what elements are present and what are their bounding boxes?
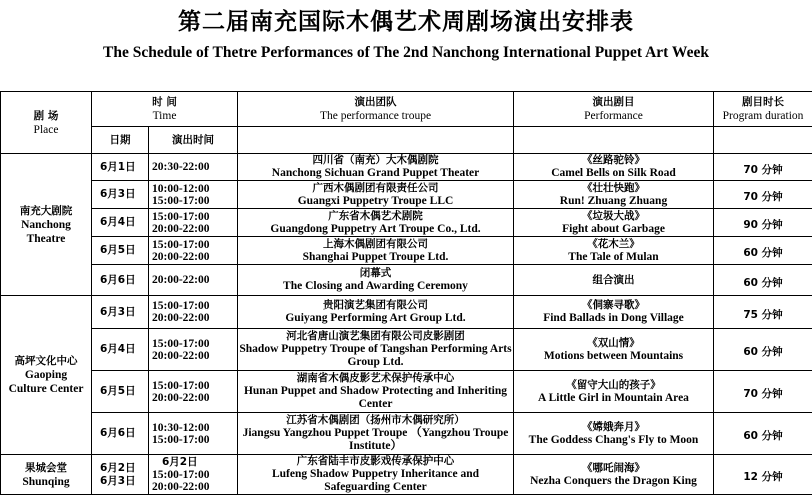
cell-text: 6月1日 (100, 160, 136, 173)
table-cell (149, 181, 238, 209)
cell-text: 6月6日 (100, 273, 136, 286)
cell-text: 《侗寨寻歌》 (582, 299, 645, 311)
table-cell (514, 237, 714, 265)
table-cell (149, 209, 238, 237)
cell-text: The Closing and Awarding Ceremony (283, 280, 468, 292)
table-cell (238, 209, 514, 237)
table-cell (149, 296, 238, 329)
table-cell (238, 265, 514, 296)
cell-text: 15:00-17:00 (152, 210, 210, 223)
row-time (149, 154, 238, 181)
cell-text: 剧 场 (33, 109, 59, 122)
cell-text: 《壮壮快跑》 (582, 181, 645, 194)
cell-text: 果城会堂 (25, 461, 67, 474)
cell-text: Guiyang Performing Art Group Ltd. (285, 312, 466, 324)
cell-text: 60 分钟 (743, 247, 783, 259)
table-cell (92, 265, 149, 296)
cell-text: 10:30-12:00 (152, 421, 210, 434)
cell-text: The performance troupe (319, 110, 432, 122)
table-cell (238, 296, 514, 329)
cell-text: Guangxi Puppetry Troupe LLC (297, 194, 454, 207)
cell-text: Shanghai Puppet Troupe Ltd. (302, 250, 449, 263)
cell-text: 15:00-17:00 (152, 238, 210, 251)
cell-text: 上海木偶剧团有限公司 (323, 237, 428, 250)
cell-text: 《哪吒闹海》 (582, 461, 645, 474)
table-cell (714, 329, 812, 371)
subheader-row (1, 127, 812, 154)
cell-text: The Goddess Chang's Fly to Moon (528, 433, 699, 446)
cell-text: 闭幕式 (359, 267, 392, 279)
table-cell (238, 455, 514, 495)
cell-text: 日期 (109, 134, 131, 146)
table-row (1, 413, 812, 455)
row-troupe (238, 154, 514, 181)
cell-text: 6月3日 (100, 305, 136, 318)
table-row (1, 181, 812, 209)
cell-text: 《嫦娥奔月》 (582, 420, 645, 433)
table-cell (92, 455, 149, 495)
cell-text: 组合演出 (592, 273, 635, 286)
table-cell (92, 181, 149, 209)
table-cell (514, 413, 714, 455)
table-cell (149, 265, 238, 296)
header-time (92, 92, 238, 127)
cell-text: 演出剧目 (592, 96, 635, 108)
cell-text: 演出时间 (172, 134, 214, 146)
table-cell (514, 329, 714, 371)
cell-text: Time (152, 110, 177, 122)
cell-text: 四川省（南充）大木偶剧院 (312, 154, 439, 166)
table-cell (514, 127, 714, 154)
cell-text: A Little Girl in Mountain Area (538, 391, 689, 404)
table-cell (714, 371, 812, 413)
venue-shunqing (1, 455, 92, 495)
cell-text: 60 分钟 (743, 276, 783, 289)
cell-text: 6月2日 (100, 461, 136, 474)
cell-text: 12 分钟 (743, 471, 783, 483)
cell-text: Program duration (722, 110, 804, 122)
cell-text: 10:00-12:00 (152, 182, 210, 195)
cell-text: 时 间 (152, 96, 177, 108)
cell-text: 90 分钟 (743, 219, 783, 231)
venue-gaoping-culture-center (1, 296, 92, 455)
cell-text: 70 分钟 (743, 163, 783, 176)
cell-text: Jiangsu Yangzhou Puppet Troupe （Yangzhou Troupe Institute） (242, 427, 509, 452)
cell-text: 15:00-17:00 (152, 300, 210, 312)
table-cell (92, 329, 149, 371)
cell-text: 6月2日 (162, 456, 198, 468)
page-title: 第二届南充国际木偶艺术周剧场演出安排表 (178, 9, 634, 35)
table-cell (92, 237, 149, 265)
cell-text: 60 分钟 (743, 346, 783, 358)
cell-text: 广西木偶剧团有限责任公司 (312, 181, 439, 194)
cell-text: Nanchong (21, 218, 71, 231)
cell-text: 6月4日 (100, 343, 136, 355)
row-duration (714, 154, 812, 181)
cell-text: Run! Zhuang Zhuang (559, 194, 668, 207)
cell-text: Find Ballads in Dong Village (543, 312, 684, 324)
schedule-table (0, 91, 812, 495)
table-row (1, 329, 812, 371)
header-date (92, 127, 149, 154)
cell-text: 20:00-22:00 (152, 250, 210, 263)
cell-text: 《垃圾大战》 (582, 209, 645, 222)
table-row (1, 371, 812, 413)
cell-text: Culture Center (8, 383, 84, 395)
cell-text: 70 分钟 (743, 388, 783, 400)
cell-text: Hunan Puppet and Shadow Protecting and Inheriting Center (243, 385, 508, 410)
cell-text: Performance (584, 110, 643, 122)
table-cell (238, 329, 514, 371)
cell-text: 75 分钟 (743, 308, 783, 321)
table-cell (514, 371, 714, 413)
cell-text: Gaoping (24, 369, 68, 381)
table-cell (514, 181, 714, 209)
header-showtime (149, 127, 238, 154)
cell-text: Fight about Garbage (562, 222, 665, 235)
table-cell (514, 455, 714, 495)
table-cell (714, 127, 812, 154)
cell-text: 15:00-17:00 (152, 337, 210, 350)
cell-text: Place (33, 123, 59, 136)
table-cell (149, 371, 238, 413)
cell-text: 广东省陆丰市皮影戏传承保护中心 (296, 455, 455, 467)
cell-text: 《花木兰》 (587, 237, 640, 250)
table-row (1, 296, 812, 329)
table-cell (92, 413, 149, 455)
venue-nanchong-theatre (1, 154, 92, 296)
table-cell (514, 209, 714, 237)
table-cell (238, 181, 514, 209)
table-cell (92, 296, 149, 329)
cell-text: 贵阳演艺集团有限公司 (323, 299, 428, 311)
row-date (92, 154, 149, 181)
cell-text: 广东省木偶艺术剧院 (328, 209, 423, 222)
cell-text: Camel Bells on Silk Road (551, 167, 676, 179)
header-duration (714, 92, 812, 127)
cell-text: 6月5日 (100, 385, 136, 397)
table-row (1, 237, 812, 265)
cell-text: 20:00-22:00 (152, 274, 210, 286)
cell-text: 6月4日 (100, 216, 136, 228)
cell-text: Nanchong Sichuan Grand Puppet Theater (271, 167, 480, 179)
table-cell (714, 265, 812, 296)
table-row (1, 455, 812, 495)
cell-text: Motions between Mountains (543, 349, 684, 362)
cell-text: 15:00-17:00 (152, 194, 210, 207)
table-cell (238, 413, 514, 455)
cell-text: 6月5日 (100, 244, 136, 256)
header-row (1, 92, 812, 127)
cell-text: 《丝路驼铃》 (582, 154, 645, 166)
cell-text: 20:00-22:00 (152, 349, 210, 362)
table-cell (714, 237, 812, 265)
cell-text: Shadow Puppetry Troupe of Tangshan Performing Arts Group Ltd. (239, 343, 512, 368)
cell-text: 6月3日 (100, 474, 136, 487)
cell-text: 《双山情》 (587, 336, 640, 349)
table-cell (238, 237, 514, 265)
cell-text: 15:00-17:00 (152, 433, 210, 446)
header-performance (514, 92, 714, 127)
cell-text: 高坪文化中心 (14, 355, 78, 367)
cell-text: 湖南省木偶皮影艺术保护传承中心 (296, 372, 455, 384)
table-cell (92, 209, 149, 237)
table-cell (149, 455, 238, 495)
cell-text: 70 分钟 (743, 191, 783, 203)
cell-text: 江苏省木偶剧团（扬州市木偶研究所） (286, 414, 465, 426)
cell-text: 《留守大山的孩子》 (566, 378, 661, 391)
table-row (1, 209, 812, 237)
cell-text: 剧目时长 (742, 96, 784, 108)
table-cell (92, 371, 149, 413)
table-cell (714, 209, 812, 237)
cell-text: 20:00-22:00 (152, 481, 210, 493)
cell-text: 6月6日 (100, 427, 136, 439)
table-cell (714, 181, 812, 209)
cell-text: 20:00-22:00 (152, 222, 210, 235)
cell-text: Shunqing (22, 475, 70, 488)
cell-text: 15:00-17:00 (152, 379, 210, 392)
cell-text: Nezha Conquers the Dragon King (530, 474, 697, 487)
table-cell (714, 296, 812, 329)
table-row (1, 265, 812, 296)
cell-text: The Tale of Mulan (568, 250, 659, 263)
table-cell (714, 455, 812, 495)
cell-text: 20:00-22:00 (152, 391, 210, 404)
page-subtitle: The Schedule of Thetre Performances of The 2nd Nanchong International Puppet Art Week (103, 44, 709, 61)
row-show (514, 154, 714, 181)
cell-text: 演出团队 (354, 96, 397, 108)
cell-text: 20:00-22:00 (152, 312, 210, 324)
cell-text: Theatre (26, 232, 66, 245)
table-cell (714, 413, 812, 455)
table-cell (238, 371, 514, 413)
header-place (1, 92, 92, 154)
cell-text: 河北省唐山演艺集团有限公司皮影剧团 (286, 330, 465, 342)
cell-text: Lufeng Shadow Puppetry Inheritance and Safeguarding Center (271, 468, 480, 493)
table-cell (514, 265, 714, 296)
cell-text: 60 分钟 (743, 430, 783, 442)
cell-text: 6月3日 (100, 188, 136, 200)
table-cell (149, 413, 238, 455)
table-cell (149, 237, 238, 265)
table-cell (238, 127, 514, 154)
table-row (1, 154, 812, 181)
table-cell (514, 296, 714, 329)
header-troupe (238, 92, 514, 127)
cell-text: 20:30-22:00 (152, 161, 210, 173)
cell-text: Guangdong Puppetry Art Troupe Co., Ltd. (270, 222, 481, 235)
table-cell (149, 329, 238, 371)
cell-text: 15:00-17:00 (152, 469, 210, 481)
cell-text: 南充大剧院 (19, 204, 73, 217)
